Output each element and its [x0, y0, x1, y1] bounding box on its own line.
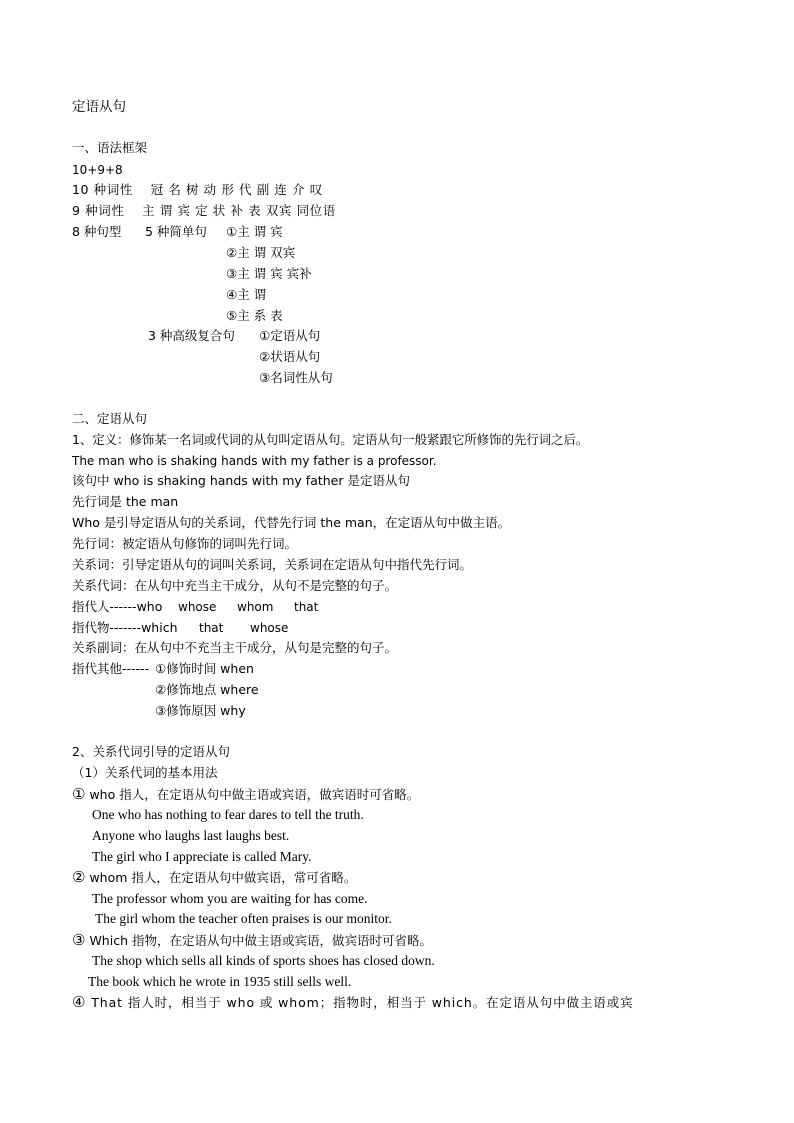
framework-row-sentence-parts: 9 种词性 主 谓 宾 定 状 补 表 双宾 同位语: [72, 203, 336, 218]
refers-person-whose: whose: [178, 600, 217, 614]
item-1-number: ①: [72, 785, 86, 803]
simple-pattern-4: ④主 谓: [226, 287, 267, 302]
simple-pattern-1: ①主 谓 宾: [226, 224, 283, 239]
simple-pattern-2: ②主 谓 双宾: [226, 245, 296, 260]
definition-text: 1、定义：修饰某一名词或代词的从句叫定语从句。定语从句一般紧跟它所修饰的先行词之后。: [72, 432, 589, 447]
relative-adverb-definition: 关系副词：在从句中不充当主干成分，从句是完整的句子。: [72, 640, 398, 655]
example-note-clause: 该句中 who is shaking hands with my father 是定语从句: [72, 473, 410, 488]
item-3-text: Which 指物，在定语从句中做主语或宾语，做宾语时可省略。: [89, 933, 432, 948]
item-2-example-2: The girl whom the teacher often praises is our monitor.: [95, 911, 392, 926]
complex-type-1: ①定语从句: [259, 328, 321, 343]
item-3: [72, 932, 432, 949]
page-title: 定语从句: [72, 99, 126, 115]
relative-pronoun-definition: 关系代词：在从句中充当主干成分，从句不是完整的句子。: [72, 578, 398, 593]
example-sentence: The man who is shaking hands with my father is a professor.: [72, 454, 437, 468]
adverb-when: ①修饰时间 when: [155, 661, 254, 676]
refers-thing-whose: whose: [250, 621, 289, 635]
item-1-example-1: One who has nothing to fear dares to tell the truth.: [92, 807, 364, 822]
framework-row-word-classes: 10 种词性 冠 名 树 动 形 代 副 连 介 叹: [72, 182, 323, 197]
refers-thing-that: that: [199, 621, 224, 635]
item-4-number: ④: [72, 993, 87, 1011]
refers-person-label: 指代人------who: [72, 599, 163, 614]
item-1-example-2: Anyone who laughs last laughs best.: [92, 828, 290, 843]
adverb-where: ②修饰地点 where: [155, 682, 259, 697]
complex-type-2: ②状语从句: [259, 349, 321, 364]
item-3-example-2: The book which he wrote in 1935 still sells well.: [88, 974, 352, 989]
item-2-example-1: The professor whom you are waiting for has come.: [92, 891, 368, 906]
framework-row-sentence-types: 8 种句型: [72, 224, 122, 239]
example-note-antecedent: 先行词是 the man: [72, 494, 179, 509]
item-4: [72, 994, 634, 1011]
simple-pattern-5: ⑤主 系 表: [226, 308, 283, 323]
refers-person-that: that: [294, 600, 319, 614]
item-4-text: That 指人时，相当于 who 或 whom；指物时，相当于 which。在定语从句中做主语或宾: [91, 995, 634, 1010]
section-3-heading: 2、关系代词引导的定语从句: [72, 744, 230, 759]
item-1-example-3: The girl who I appreciate is called Mary.: [92, 849, 312, 864]
adverb-why: ③修饰原因 why: [155, 703, 246, 718]
item-2-number: ②: [72, 868, 86, 886]
item-1-text: who 指人，在定语从句中做主语或宾语，做宾语时可省略。: [89, 787, 420, 802]
section-3-subheading: （1）关系代词的基本用法: [72, 765, 218, 780]
simple-sentence-label: 5 种简单句: [145, 224, 207, 239]
framework-formula: 10+9+8: [72, 163, 123, 177]
refers-person-whom: whom: [237, 600, 274, 614]
item-2-text: whom 指人，在定语从句中做宾语，常可省略。: [89, 870, 357, 885]
example-note-relative: Who 是引导定语从句的关系词，代替先行词 the man，在定语从句中做主语。: [72, 515, 511, 530]
complex-sentence-label: 3 种高级复合句: [148, 328, 235, 343]
complex-type-3: ③名词性从句: [259, 370, 333, 385]
antecedent-definition: 先行词：被定语从句修饰的词叫先行词。: [72, 536, 298, 551]
simple-pattern-3: ③主 谓 宾 宾补: [226, 266, 312, 281]
framework-heading: 一、语法框架: [72, 140, 148, 155]
item-3-example-1: The shop which sells all kinds of sports shoes has closed down.: [92, 953, 435, 968]
refers-thing-label: 指代物-------which: [72, 620, 178, 635]
relative-word-definition: 关系词：引导定语从句的词叫关系词，关系词在定语从句中指代先行词。: [72, 557, 473, 572]
item-2: [72, 869, 356, 886]
refers-other-label: 指代其他------: [72, 661, 150, 676]
item-3-number: ③: [72, 931, 86, 949]
section-2-heading: 二、定语从句: [72, 411, 148, 426]
item-1: [72, 786, 419, 803]
